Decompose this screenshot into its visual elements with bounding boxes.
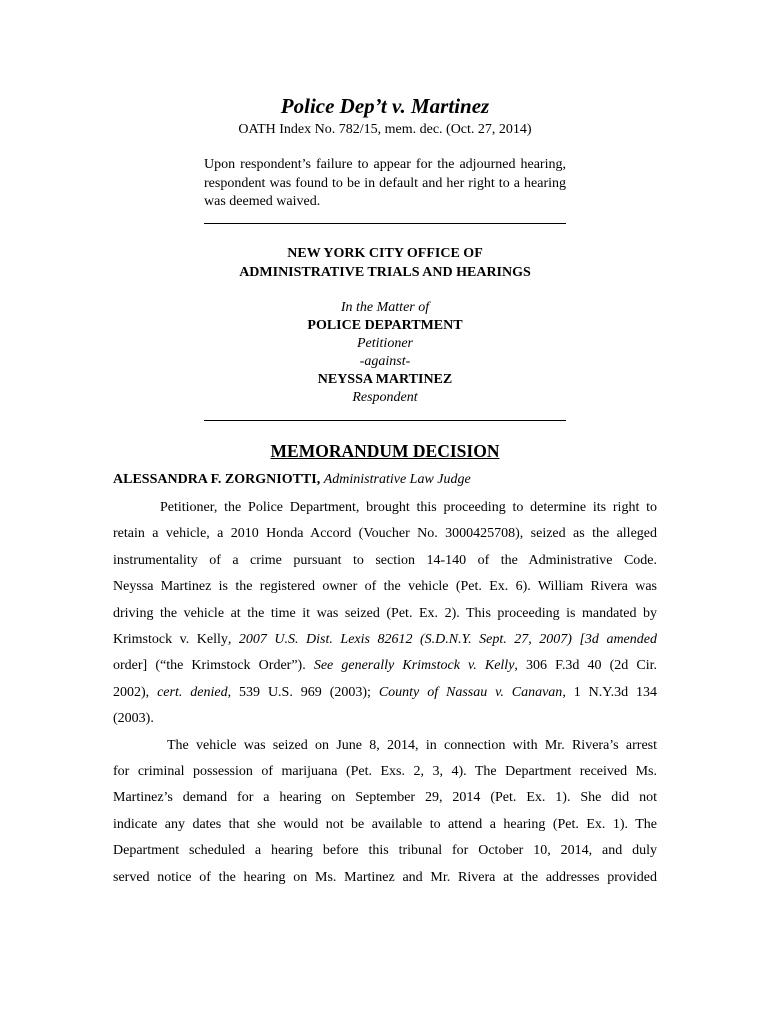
- tribunal-name: [0, 245, 770, 282]
- body-text-segment: County of Nassau v. Canavan: [378, 684, 563, 700]
- tribunal-name-line1: NEW YORK CITY OFFICE OF: [287, 246, 483, 261]
- body-text-segment: served notice of the hearing on Ms. Martinez and Mr. Rivera at the addresses provided: [113, 869, 657, 885]
- respondent-role: Respondent: [352, 390, 418, 405]
- body-text-segment: Krimstock v. Kelly: [113, 632, 228, 647]
- judge-name: ALESSANDRA F. ZORGNIOTTI,: [113, 472, 321, 487]
- body-text-segment: indicate any dates that she would not be available to attend a hearing (Pet. Ex. 1). The: [113, 816, 657, 832]
- divider-bottom: [204, 420, 566, 421]
- body-line: [113, 762, 657, 782]
- body-line: [113, 604, 657, 624]
- case-citation: OATH Index No. 782/15, mem. dec. (Oct. 27, 2014): [238, 122, 532, 137]
- decision-heading: MEMORANDUM DECISION: [270, 441, 500, 461]
- body-text-segment: Martinez’s demand for a hearing on September 29, 2014 (Pet. Ex. 1). She did not: [113, 790, 657, 806]
- body-text-segment: (2003).: [113, 711, 154, 727]
- body-line: [113, 788, 657, 808]
- body-text-segment: , 306 F.3d 40 (2d Cir.: [514, 658, 657, 674]
- body-text-segment: See generally Krimstock v. Kelly: [313, 658, 515, 674]
- body-text-segment: , 1 N.Y.3d 134: [562, 684, 657, 700]
- case-summary: Upon respondent’s failure to appear for the adjourned hearing, respondent was found to be in default and her right to a hearing was deemed waived.: [204, 157, 566, 209]
- case-title: Police Dep’t v. Martinez: [280, 94, 490, 118]
- body-line: [167, 736, 657, 756]
- body-line: [113, 551, 657, 571]
- body-line: [113, 524, 657, 544]
- body-line: [160, 498, 657, 518]
- body-text-segment: 2002),: [113, 684, 158, 700]
- body-line: [113, 630, 657, 650]
- petitioner-name: POLICE DEPARTMENT: [307, 318, 463, 333]
- body-line: [113, 815, 657, 835]
- respondent-name: NEYSSA MARTINEZ: [317, 372, 453, 387]
- body-line: [113, 709, 657, 729]
- against-label: -against-: [359, 354, 411, 369]
- body-line: [113, 841, 657, 861]
- body-text-segment: Petitioner, the Police Department, brought this proceeding to determine its right to: [160, 500, 657, 515]
- tribunal-name-line2: ADMINISTRATIVE TRIALS AND HEARINGS: [239, 264, 531, 280]
- judge-title: Administrative Law Judge: [323, 472, 471, 487]
- body-text-segment: driving the vehicle at the time it was seized (Pet. Ex. 2). This proceeding is mandated by: [113, 605, 657, 621]
- in-the-matter-label: In the Matter of: [340, 300, 430, 315]
- body-text-segment: , 539 U.S. 969 (2003);: [227, 684, 379, 700]
- body-line: [113, 656, 657, 676]
- body-text-segment: order] (“the Krimstock Order”).: [113, 658, 314, 674]
- body-text-segment: Department scheduled a hearing before this tribunal for October 10, 2014, and duly: [113, 843, 657, 859]
- body-text-segment: retain a vehicle, a 2010 Honda Accord (Voucher No. 3000425708), seized as the alleged: [113, 526, 657, 542]
- body-line: [113, 577, 657, 597]
- petitioner-role: Petitioner: [357, 336, 413, 351]
- body-text-segment: Neyssa Martinez is the registered owner of the vehicle (Pet. Ex. 6). William Rivera was: [113, 579, 657, 595]
- body-text-segment: , 2007 U.S. Dist. Lexis 82612 (S.D.N.Y. Sept. 27, 2007) [3d amended: [227, 632, 657, 647]
- body-text-segment: for criminal possession of marijuana (Pet. Exs. 2, 3, 4). The Department received Ms.: [113, 764, 657, 779]
- body-text-segment: instrumentality of a crime pursuant to section 14-140 of the Administrative Code.: [113, 552, 657, 568]
- judge-line: [113, 472, 471, 488]
- body-text-segment: cert. denied: [157, 684, 228, 700]
- body-line: [113, 683, 657, 703]
- body-text-segment: The vehicle was seized on June 8, 2014, in connection with Mr. Rivera’s arrest: [167, 737, 657, 753]
- body-line: [113, 868, 657, 888]
- case-caption: [0, 299, 770, 407]
- divider-top: [204, 223, 566, 224]
